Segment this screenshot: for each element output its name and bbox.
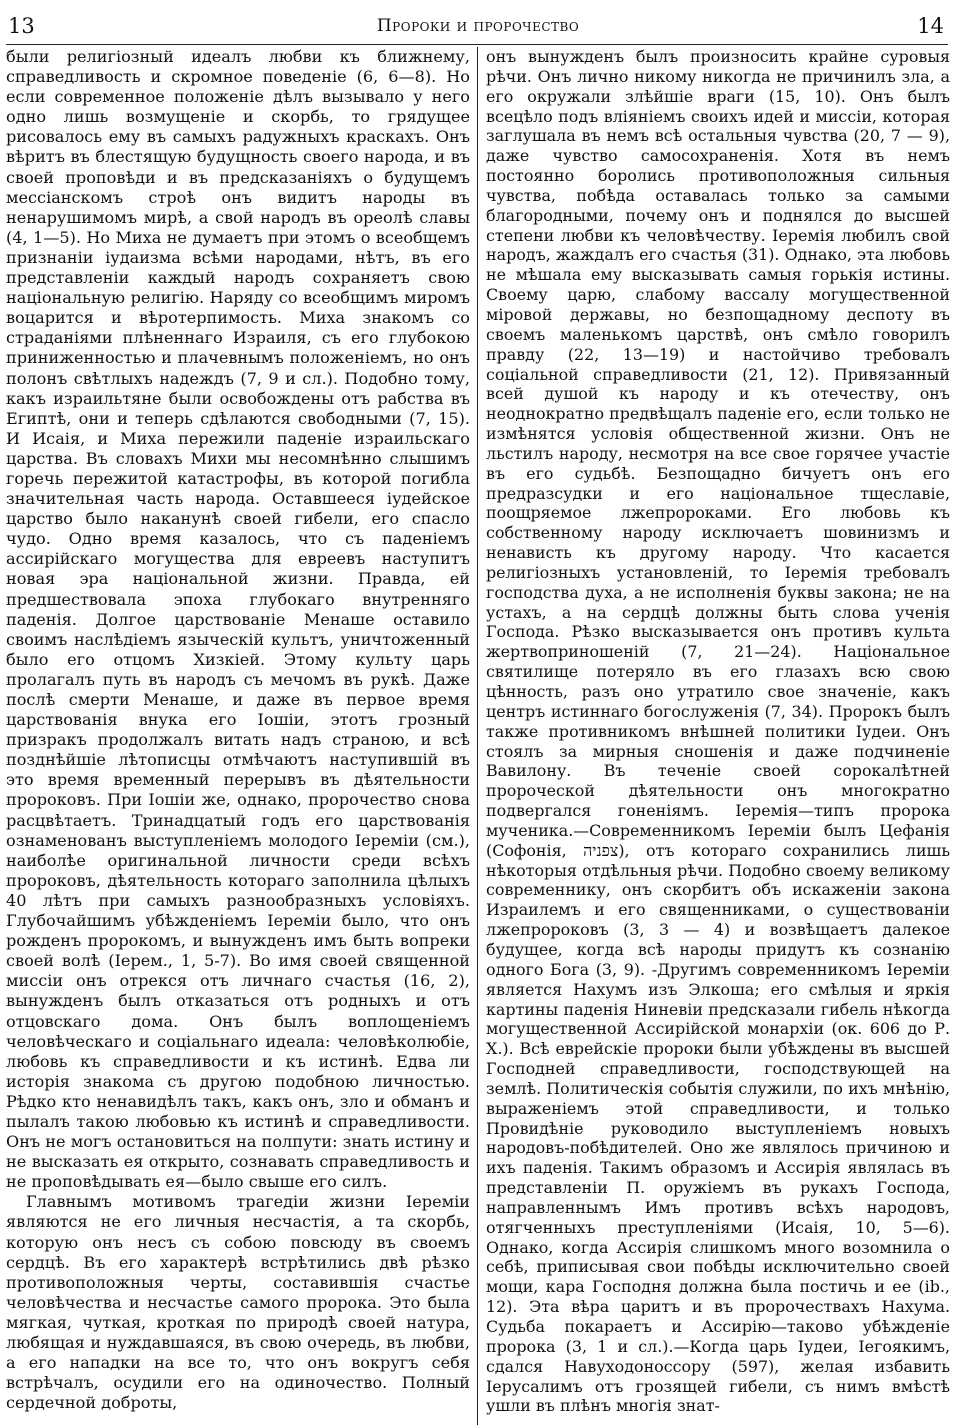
- left-paragraph-2: Главнымъ мотивомъ трагедіи жизни Іереміи являются не его личныя несчастія, а та скорбь, которую онъ несъ съ собою повсюду въ своемъ сердцѣ. Въ его характерѣ встрѣтились двѣ рѣзко противоположныя черты, составившія счастье человѣчества и несчастье самого пророка. Это была мягкая, чуткая, кроткая по природѣ своей натура, любящая и нуждавшаяся, въ свою очередь, въ любви, а его нападки на все то, что онъ вокругъ себя встрѣчалъ, осудили его на одиночество. Полный сердечной доброты,: [6, 1192, 470, 1413]
- page-number-right: 14: [917, 14, 944, 38]
- right-paragraph-1: онъ вынужденъ былъ произносить крайне суровыя рѣчи. Онъ лично никому никогда не причинилъ зла, а его окружали злѣйшіе враги (15, 10). Онъ былъ всецѣло подъ вліяніемъ своихъ идей и миссіи, которая заглушала въ немъ всѣ остальныя чувства (20, 7 — 9), даже чувство самосохраненія. Хотя въ немъ постоянно боролись противоположныя сильныя чувства, побѣда оставалась только за самыми благородными, почему онъ и поднялся до высшей степени любви къ человѣчеству. Іеремія любилъ свой народъ, жаждалъ его счастья (31). Однако, эта любовь не мѣшала ему высказывать самыя горькія истины. Своему царю, слабому вассалу могущественной міровой державы, но безпощадному деспоту въ своемъ маленькомъ царствѣ, онъ смѣло говорилъ правду (22, 13—19) и настойчиво требовалъ соціальной справедливости (21, 12). Привязанный всей душой къ народу и къ отечеству, онъ неоднократно предвѣщалъ паденіе его, если только не измѣнятся условія общественной жизни. Онъ не льстилъ народу, несмотря на все свое горячее участіе въ его судьбѣ. Безпощадно бичуетъ онъ его предразсудки и его національное тщеславіе, поощряемое лжепророками. Его любовь къ собственному народу исключаетъ шовинизмъ и ненависть къ другому народу. Что касается религіозныхъ установленій, то Іеремія требовалъ господства духа, а не исполненія буквы закона; не на устахъ, а на сердцѣ должны быть слова ученія Господа. Рѣзко высказывается онъ противъ культа жертвоприношеній (7, 21—24). Національное святилище потеряло въ его глазахъ всю свою цѣнность, разъ оно утратило свое значеніе, какъ центръ истиннаго богослуженія (7, 34). Пророкъ былъ также противникомъ внѣшней политики Іудеи. Онъ стоялъ за мирныя сношенія и даже подчиненіе Вавилону. Въ теченіе своей сорокалѣтней пророческой дѣятельности онъ многократно подвергался гоненіямъ. Іеремія—типъ пророка мученика.—Современникомъ Іереміи былъ Цефанія (Софонія, צפניה), отъ котораго сохранились лишь нѣкоторыя отдѣльныя рѣчи. Подобно своему великому современнику, онъ скорбитъ объ искаженіи закона Израилемъ и его священниками, о существованіи лжепророковъ (3, 3 — 4) и возвѣщаетъ далекое будущее, когда всѣ народы придутъ къ сознанію одного Бога (3, 9). -Другимъ современникомъ Іереміи является Нахумъ изъ Элкоша; его смѣлыя и яркія картины паденія Ниневіи предсказали гибель нѣкогда могущественной Ассирійской монархіи (ок. 606 до Р. Х.). Всѣ еврейскіе пророки были убѣждены въ высшей Господней справедливости, господствующей на землѣ. Политическія событія служили, по ихъ мнѣнію, выраженіемъ этой справедливости, и только Провидѣніе руководило выступленіемъ новыхъ народовъ-побѣдителей. Оно же являлось причиною и ихъ паденія. Такимъ образомъ и Ассирія являлась въ представленіи П. оружіемъ въ рукахъ Господа, направленнымъ Имъ противъ всѣхъ народовъ, отягченныхъ преступленіями (Исаія, 10, 5—6). Однако, когда Ассирія слишкомъ много возомнила о себѣ, приписывая свои побѣды исключительно своей мощи, кара Господня должна была постичь и ее (ib., 12). Эта вѣра царитъ и въ пророчествахъ Нахума. Судьба покараетъ и Ассирію—таково убѣжденіе пророка (3, 1 и сл.).—Когда царь Іудеи, Іегоякимъ, сдался Навуходоноссору (597), желая избавить Іерусалимъ отъ грозящей гибели, съ нимъ вмѣстѣ ушли въ плѣнъ многія знат-: [486, 47, 950, 1416]
- header-rule: [6, 44, 948, 45]
- left-column: [6, 47, 470, 1425]
- page-number-left: 13: [8, 14, 35, 38]
- column-divider: [477, 47, 478, 1425]
- running-title: Пророки и пророчество: [376, 16, 580, 36]
- page-header: [0, 12, 956, 42]
- right-column: [486, 47, 950, 1425]
- left-paragraph-1: были религіозный идеалъ любви къ ближнему, справедливость и скромное поведеніе (6, 6—8). Но если современное положеніе дѣлъ вызывало у него одно лишь возмущеніе и скорбь, то грядущее рисовалось ему въ самыхъ радужныхъ краскахъ. Онъ вѣритъ въ блестящую будущность своего народа, и въ своей проповѣди и въ предсказаніяхъ о будущемъ мессіанскомъ строѣ онъ видитъ народы въ ненарушимомъ мирѣ, а свой народъ въ ореолѣ славы (4, 1—5). Но Миха не думаетъ при этомъ о всеобщемъ признаніи іудаизма всѣми народами, нѣтъ, въ его представленіи каждый народъ сохраняетъ свою національную религію. Наряду со всеобщимъ миромъ воцарится и вѣротерпимость. Миха знакомъ со страданіями плѣненнаго Израиля, съ его глубокою приниженностью и плачевнымъ положеніемъ, но онъ полонъ свѣтлыхъ надеждъ (7, 9 и сл.). Подобно тому, какъ израильтяне были освобождены отъ рабства въ Египтѣ, они и теперь сдѣлаются свободными (7, 15). И Исаія, и Миха пережили паденіе израильскаго царства. Въ словахъ Михи мы несомнѣнно слышимъ горечь пережитой катастрофы, въ которой погибла значительная часть народа. Оставшееся іудейское царство было наканунѣ своей гибели, его спасло чудо. Одно время казалось, что съ паденіемъ ассирійскаго могущества для евреевъ наступитъ новая эра національной жизни. Правда, ей предшествовала эпоха глубокаго внутренняго паденія. Долгое царствованіе Менаше оставило своимъ наслѣдіемъ языческій культъ, уничтоженный было его отцомъ Хизкіей. Этому культу царь пролагалъ путь въ народъ съ мечомъ въ рукѣ. Даже послѣ смерти Менаше, и даже въ первое время царствованія внука его Іошіи, этотъ грозный призракъ продолжалъ витать надъ страною, и всѣ позднѣйшіе лѣтописцы отмѣчаютъ наступившій въ это время временный перерывъ въ дѣятельности пророковъ. При Іошіи же, однако, пророчество снова расцвѣтаетъ. Тринадцатый годъ его царствованія ознаменованъ выступленіемъ молодого Іереміи (см.), наиболѣе оригинальной личности среди всѣхъ пророковъ, дѣятельность котораго заполнила цѣлыхъ 40 лѣтъ при самыхъ разнообразныхъ условіяхъ. Глубочайшимъ убѣжденіемъ Іереміи было, что онъ рожденъ пророкомъ, и вынужденъ имъ быть вопреки своей волѣ (Іерем., 1, 5-7). Во имя своей священной миссіи онъ отрекся отъ личнаго счастья (16, 2), вынужденъ былъ отказаться отъ родныхъ и отъ отцовскаго дома. Онъ былъ воплощеніемъ человѣческаго и соціальнаго идеала: человѣколюбіе, любовь къ справедливости и къ истинѣ. Едва ли исторія знакома съ другою подобною личностью. Рѣдко кто ненавидѣлъ такъ, какъ онъ, зло и обманъ и пылалъ такою любовью къ истинѣ и справедливости. Онъ не могъ остановиться на полпути: знать истину и не высказать ея открыто, сознавать справедливость и не проповѣдывать ея—было свыше его силъ.: [6, 47, 470, 1192]
